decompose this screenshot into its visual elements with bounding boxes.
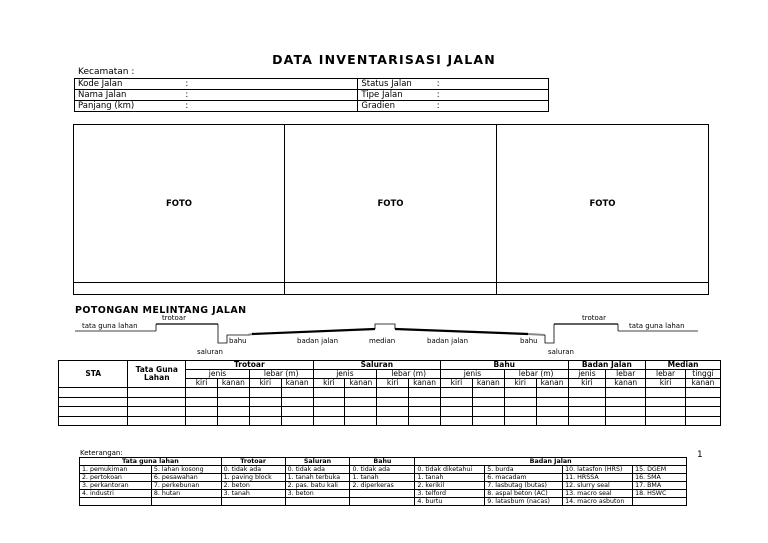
legend-cell: 6. pesawahan <box>151 474 221 482</box>
legend-cell: 16. SMA <box>633 474 687 482</box>
legend-cell: 2. pertokoan <box>80 474 152 482</box>
group-trotoar: Trotoar <box>186 361 313 370</box>
legend-header-trotoar: Trotoar <box>221 458 285 466</box>
page-title: DATA INVENTARISASI JALAN <box>272 52 496 67</box>
label-tata-guna-lahan-left: tata guna lahan <box>82 322 138 330</box>
kanan-header: kanan <box>685 379 720 388</box>
table-cell[interactable] <box>281 416 313 426</box>
legend-cell <box>151 498 221 506</box>
page-number: 1 <box>697 450 703 460</box>
table-cell[interactable] <box>441 407 473 417</box>
table-cell[interactable] <box>377 388 409 398</box>
photo-label: FOTO <box>377 198 404 209</box>
group-median: Median <box>646 361 721 370</box>
photo-caption-1[interactable] <box>74 282 285 294</box>
legend-row <box>80 482 687 490</box>
legend-cell: 1. tanah terbuka <box>285 474 350 482</box>
table-cell[interactable] <box>685 416 720 426</box>
table-cell[interactable] <box>59 407 128 417</box>
kanan-header: kanan <box>409 379 441 388</box>
table-cell[interactable] <box>568 416 606 426</box>
table-cell[interactable] <box>409 407 441 417</box>
kiri-header: kiri <box>646 379 686 388</box>
table-cell[interactable] <box>441 397 473 407</box>
legend-header-saluran: Saluran <box>285 458 350 466</box>
table-cell[interactable] <box>377 416 409 426</box>
label-tata-guna-lahan-right: tata guna lahan <box>629 322 685 330</box>
panjang-value[interactable]: : <box>182 101 358 112</box>
table-cell[interactable] <box>345 407 377 417</box>
table-row <box>59 397 721 407</box>
legend-rows <box>80 466 687 506</box>
legend-cell <box>80 498 152 506</box>
kiri-header: kiri <box>186 379 218 388</box>
table-cell[interactable] <box>249 407 281 417</box>
tipe-jalan-value[interactable]: : <box>434 90 549 101</box>
table-cell[interactable] <box>313 397 345 407</box>
table-cell[interactable] <box>646 397 686 407</box>
kanan-header: kanan <box>345 379 377 388</box>
legend-cell: 2. diperkeras <box>350 482 415 490</box>
legend-row <box>80 490 687 498</box>
photo-label: FOTO <box>589 198 616 209</box>
kiri-header: kiri <box>313 379 345 388</box>
gutter-right <box>545 324 554 343</box>
table-cell[interactable] <box>186 416 218 426</box>
legend-cell: 14. macro asbuton <box>563 498 633 506</box>
kanan-header: kanan <box>217 379 249 388</box>
kiri-header: kiri <box>377 379 409 388</box>
table-cell[interactable] <box>128 388 186 398</box>
label-saluran-right: saluran <box>548 348 574 356</box>
group-bahu: Bahu <box>441 361 568 370</box>
legend-cell: 6. macadam <box>485 474 563 482</box>
table-cell[interactable] <box>685 388 720 398</box>
legend-cell: 9. latasbum (nacas) <box>485 498 563 506</box>
info-row <box>75 79 549 90</box>
group-saluran: Saluran <box>313 361 440 370</box>
label-saluran-left: saluran <box>197 348 223 356</box>
legend-header-row <box>80 458 687 466</box>
nama-jalan-value[interactable]: : <box>182 90 358 101</box>
legend-cell: 2. beton <box>221 482 285 490</box>
table-cell[interactable] <box>217 388 249 398</box>
info-row <box>75 101 549 112</box>
table-cell[interactable] <box>685 397 720 407</box>
badan-jalan-jenis: jenis <box>568 370 606 379</box>
panjang-label: Panjang (km) <box>75 101 183 112</box>
table-cell[interactable] <box>217 416 249 426</box>
group-badan-jalan: Badan Jalan <box>568 361 646 370</box>
road-info-table <box>74 78 549 112</box>
tipe-jalan-label: Tipe Jalan <box>358 90 434 101</box>
trotoar-jenis: jenis <box>186 370 250 379</box>
legend-cell: 2. pas. batu kali <box>285 482 350 490</box>
badan-jalan-lebar: lebar <box>606 370 646 379</box>
legend-cell: 1. tanah <box>350 474 415 482</box>
legend-row <box>80 466 687 474</box>
legend-cell: 0. tidak ada <box>285 466 350 474</box>
status-jalan-label: Status Jalan <box>358 79 434 90</box>
table-cell[interactable] <box>568 388 606 398</box>
photo-caption-2[interactable] <box>285 282 497 294</box>
legend-row <box>80 474 687 482</box>
table-cell[interactable] <box>249 397 281 407</box>
label-trotoar-left: trotoar <box>162 314 186 322</box>
table-cell[interactable] <box>186 397 218 407</box>
legend-cell: 12. slurry seal <box>563 482 633 490</box>
legend-cell: 0. tidak ada <box>221 466 285 474</box>
legend-cell: 1. pemukiman <box>80 466 152 474</box>
inventory-data-table <box>58 360 721 426</box>
legend-cell: 4. industri <box>80 490 152 498</box>
legend-cell: 7. perkebunan <box>151 482 221 490</box>
label-badan-jalan-right: badan jalan <box>427 337 469 345</box>
col-sta: STA <box>59 361 128 388</box>
legend-cell <box>221 498 285 506</box>
table-cell[interactable] <box>217 407 249 417</box>
table-cell[interactable] <box>377 397 409 407</box>
median-lebar: lebar <box>646 370 686 379</box>
legend-cell: 7. lasbutag (butas) <box>485 482 563 490</box>
table-cell[interactable] <box>409 397 441 407</box>
table-cell[interactable] <box>59 388 128 398</box>
table-cell[interactable] <box>536 407 568 417</box>
table-cell[interactable] <box>504 388 536 398</box>
shoulder-right <box>528 334 545 335</box>
legend-cell: 15. DGEM <box>633 466 687 474</box>
label-trotoar-right: trotoar <box>582 314 606 322</box>
cross-section-diagram <box>70 312 710 360</box>
legend-cell: 0. tidak ada <box>350 466 415 474</box>
table-cell[interactable] <box>472 397 504 407</box>
table-cell[interactable] <box>186 407 218 417</box>
table-cell[interactable] <box>536 397 568 407</box>
table-cell[interactable] <box>504 416 536 426</box>
photo-label: FOTO <box>165 198 193 209</box>
table-cell[interactable] <box>441 388 473 398</box>
table-row <box>59 407 721 417</box>
table-cell[interactable] <box>128 397 186 407</box>
carriageway-left <box>252 329 375 334</box>
legend-cell: 18. HSWC <box>633 490 687 498</box>
table-cell[interactable] <box>345 397 377 407</box>
info-row <box>75 90 549 101</box>
photo-slot-2[interactable] <box>285 125 497 282</box>
legend-cell: 10. latasfon (HRS) <box>563 466 633 474</box>
legend-cell: 17. BMA <box>633 482 687 490</box>
table-cell[interactable] <box>606 397 646 407</box>
legend-cell: 11. HRSSA <box>563 474 633 482</box>
table-cell[interactable] <box>606 416 646 426</box>
kanan-header: kanan <box>536 379 568 388</box>
kecamatan-label: Kecamatan : <box>78 67 135 77</box>
kanan-header: kanan <box>472 379 504 388</box>
photo-slot-1[interactable] <box>74 125 285 282</box>
table-cell[interactable] <box>504 407 536 417</box>
legend-cell: 5. lahan kosong <box>151 466 221 474</box>
table-cell[interactable] <box>568 397 606 407</box>
table-cell[interactable] <box>472 416 504 426</box>
table-cell[interactable] <box>281 407 313 417</box>
saluran-jenis: jenis <box>313 370 377 379</box>
legend-cell: 2. kerikil <box>415 482 485 490</box>
photo-slot-3[interactable] <box>497 125 708 282</box>
table-cell[interactable] <box>606 388 646 398</box>
legend-cell: 1. tanah <box>415 474 485 482</box>
legend-cell <box>350 498 415 506</box>
table-cell[interactable] <box>281 397 313 407</box>
table-cell[interactable] <box>685 407 720 417</box>
table-cell[interactable] <box>536 388 568 398</box>
table-cell[interactable] <box>536 416 568 426</box>
status-jalan-value[interactable]: : <box>434 79 549 90</box>
legend-cell: 4. burtu <box>415 498 485 506</box>
kiri-header: kiri <box>441 379 473 388</box>
carriageway-right <box>395 329 528 334</box>
legend-cell: 8. hutan <box>151 490 221 498</box>
legend-cell: 0. tidak diketahui <box>415 466 485 474</box>
legend-cell: 3. beton <box>285 490 350 498</box>
legend-cell: 3. tanah <box>221 490 285 498</box>
legend-cell <box>633 498 687 506</box>
legend-header-bahu: Bahu <box>350 458 415 466</box>
legend-cell: 3. perkantoran <box>80 482 152 490</box>
kiri-header: kiri <box>249 379 281 388</box>
kiri-header: kiri <box>504 379 536 388</box>
legend-cell: 8. aspal beton (AC) <box>485 490 563 498</box>
label-bahu-left: bahu <box>229 337 247 345</box>
median-shape <box>375 324 395 329</box>
table-cell[interactable] <box>128 416 186 426</box>
table-cell[interactable] <box>313 407 345 417</box>
nama-jalan-label: Nama Jalan <box>75 90 183 101</box>
table-cell[interactable] <box>472 407 504 417</box>
keterangan-label: Keterangan: <box>80 449 123 457</box>
table-cell[interactable] <box>313 416 345 426</box>
kode-jalan-value[interactable]: : <box>182 79 358 90</box>
table-cell[interactable] <box>345 388 377 398</box>
legend-cell: 5. burda <box>485 466 563 474</box>
kode-jalan-label: Kode Jalan <box>75 79 183 90</box>
table-cell[interactable] <box>128 407 186 417</box>
col-tata-guna-lahan: Tata Guna Lahan <box>128 361 186 388</box>
kiri-header: kiri <box>568 379 606 388</box>
median-tinggi: tinggi <box>685 370 720 379</box>
saluran-lebar: lebar (m) <box>377 370 441 379</box>
bahu-jenis: jenis <box>441 370 505 379</box>
legend-cell: 13. macro seal <box>563 490 633 498</box>
table-cell[interactable] <box>217 397 249 407</box>
table-cell[interactable] <box>441 416 473 426</box>
label-badan-jalan-left: badan jalan <box>297 337 339 345</box>
table-cell[interactable] <box>472 388 504 398</box>
legend-cell: 3. telford <box>415 490 485 498</box>
kanan-header: kanan <box>281 379 313 388</box>
photo-caption-3[interactable] <box>497 282 708 294</box>
legend-row <box>80 498 687 506</box>
table-cell[interactable] <box>281 388 313 398</box>
table-cell[interactable] <box>59 416 128 426</box>
legend-cell <box>285 498 350 506</box>
table-cell[interactable] <box>377 407 409 417</box>
label-bahu-right: bahu <box>520 337 538 345</box>
photo-panel <box>73 124 709 295</box>
gradien-value[interactable]: : <box>434 101 549 112</box>
table-row <box>59 388 721 398</box>
table-cell[interactable] <box>313 388 345 398</box>
table-cell[interactable] <box>59 397 128 407</box>
table-cell[interactable] <box>646 407 686 417</box>
kanan-header: kanan <box>606 379 646 388</box>
legend-header-tata-guna-lahan: Tata guna lahan <box>80 458 222 466</box>
legend-cell <box>350 490 415 498</box>
table-cell[interactable] <box>186 388 218 398</box>
gradien-label: Gradien <box>358 101 434 112</box>
table-cell[interactable] <box>249 388 281 398</box>
cross-section-title: POTONGAN MELINTANG JALAN <box>75 305 247 316</box>
shoulder-left <box>248 334 252 335</box>
bahu-lebar: lebar (m) <box>504 370 568 379</box>
table-row <box>59 416 721 426</box>
trotoar-lebar: lebar (m) <box>249 370 313 379</box>
table-cell[interactable] <box>646 388 686 398</box>
legend-table <box>79 457 687 506</box>
table-cell[interactable] <box>409 416 441 426</box>
legend-header-badan-jalan: Badan Jalan <box>415 458 687 466</box>
table-cell[interactable] <box>606 407 646 417</box>
table-cell[interactable] <box>504 397 536 407</box>
table-cell[interactable] <box>249 416 281 426</box>
table-cell[interactable] <box>409 388 441 398</box>
table-cell[interactable] <box>646 416 686 426</box>
legend-cell: 1. paving block <box>221 474 285 482</box>
data-rows <box>59 388 721 426</box>
table-cell[interactable] <box>345 416 377 426</box>
label-median: median <box>369 337 396 345</box>
table-cell[interactable] <box>568 407 606 417</box>
